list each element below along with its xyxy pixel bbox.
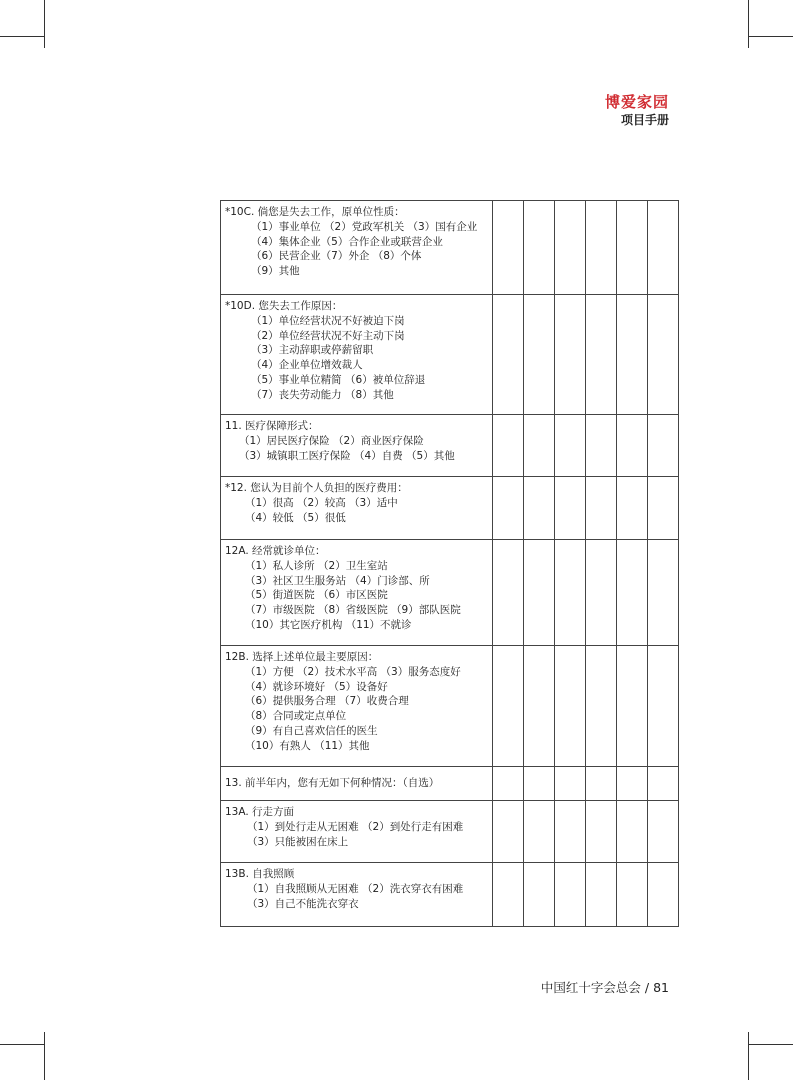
answer-cell[interactable]: [493, 646, 524, 767]
question-cell: [221, 646, 493, 767]
answer-cell[interactable]: [524, 863, 555, 927]
answer-cell[interactable]: [586, 295, 617, 415]
question-cell: [221, 477, 493, 540]
answer-cell[interactable]: [617, 295, 648, 415]
answer-cell[interactable]: [648, 295, 679, 415]
question-option: （3）社区卫生服务站 （4）门诊部、所: [245, 574, 430, 587]
answer-cell[interactable]: [617, 415, 648, 477]
answer-cell[interactable]: [555, 801, 586, 863]
question-option: （2）单位经营状况不好主动下岗: [251, 329, 405, 342]
crop-mark: [748, 1044, 793, 1045]
table-row: [221, 540, 679, 646]
question-option: （4）较低 （5）很低: [245, 511, 346, 524]
page-footer: 中国红十字会总会 / 81: [540, 980, 669, 995]
question-option: （10）其它医疗机构 （11）不就诊: [245, 618, 412, 631]
question-title: 13. 前半年内，您有无如下何种情况：（自选）: [225, 777, 440, 789]
answer-cell[interactable]: [524, 767, 555, 801]
question-title: *12. 您认为目前个人负担的医疗费用：: [225, 482, 408, 494]
answer-cell[interactable]: [648, 801, 679, 863]
question-option: （5）事业单位精简 （6）被单位辞退: [251, 373, 426, 386]
crop-mark: [748, 36, 793, 37]
answer-cell[interactable]: [586, 767, 617, 801]
answer-cell[interactable]: [555, 201, 586, 295]
question-option: （9）有自己喜欢信任的医生: [245, 724, 378, 737]
table-row: [221, 646, 679, 767]
answer-cell[interactable]: [493, 540, 524, 646]
question-option: （9）其他: [251, 265, 300, 278]
question-cell: [221, 415, 493, 477]
crop-mark: [748, 0, 749, 48]
question-option: （1）私人诊所 （2）卫生室站: [245, 560, 388, 572]
question-title: 12A. 经常就诊单位：: [225, 545, 326, 557]
answer-cell[interactable]: [493, 767, 524, 801]
question-option: （3）只能被困在床上: [247, 835, 349, 848]
answer-cell[interactable]: [648, 477, 679, 540]
answer-cell[interactable]: [586, 801, 617, 863]
question-option: （1）方便 （2）技术水平高 （3）服务态度好: [245, 666, 461, 678]
answer-cell[interactable]: [555, 295, 586, 415]
answer-cell[interactable]: [524, 295, 555, 415]
answer-cell[interactable]: [617, 863, 648, 927]
answer-cell[interactable]: [648, 863, 679, 927]
question-option: （1）事业单位 （2）党政军机关 （3）国有企业: [251, 221, 478, 233]
answer-cell[interactable]: [555, 646, 586, 767]
crop-mark: [44, 1032, 45, 1080]
answer-cell[interactable]: [524, 477, 555, 540]
question-title: 13B. 自我照顾: [225, 868, 295, 880]
question-cell: [221, 801, 493, 863]
answer-cell[interactable]: [555, 767, 586, 801]
answer-cell[interactable]: [586, 540, 617, 646]
answer-cell[interactable]: [524, 646, 555, 767]
question-option: （3）自己不能洗衣穿衣: [247, 897, 359, 910]
answer-cell[interactable]: [524, 201, 555, 295]
question-title: 12B. 选择上述单位最主要原因：: [225, 651, 379, 663]
answer-cell[interactable]: [617, 646, 648, 767]
question-option: （1）到处行走从无困难 （2）到处行走有困难: [247, 821, 464, 833]
question-option: （1）自我照顾从无困难 （2）洗衣穿衣有困难: [247, 883, 464, 895]
question-title: 11. 医疗保障形式：: [225, 420, 319, 432]
answer-cell[interactable]: [524, 540, 555, 646]
answer-cell[interactable]: [555, 863, 586, 927]
question-cell: [221, 540, 493, 646]
question-option: （3）城镇职工医疗保险 （4）自费 （5）其他: [239, 449, 455, 462]
question-cell: [221, 767, 493, 801]
answer-cell[interactable]: [617, 801, 648, 863]
question-cell: [221, 863, 493, 927]
question-option: （3）主动辞职或停薪留职: [251, 344, 374, 357]
answer-cell[interactable]: [524, 415, 555, 477]
answer-cell[interactable]: [493, 201, 524, 295]
page-header: [605, 92, 669, 128]
question-title: 13A. 行走方面: [225, 806, 295, 818]
question-title: *10D. 您失去工作原因：: [225, 300, 343, 312]
question-option: （6）提供服务合理 （7）收费合理: [245, 695, 409, 708]
answer-cell[interactable]: [586, 201, 617, 295]
answer-cell[interactable]: [648, 646, 679, 767]
crop-mark: [44, 0, 45, 48]
answer-cell[interactable]: [617, 201, 648, 295]
answer-cell[interactable]: [648, 540, 679, 646]
answer-cell[interactable]: [493, 415, 524, 477]
answer-cell[interactable]: [586, 477, 617, 540]
table-row: [221, 767, 679, 801]
crop-mark: [748, 1032, 749, 1080]
answer-cell[interactable]: [586, 415, 617, 477]
table-row: [221, 477, 679, 540]
question-option: （7）市级医院 （8）省级医院 （9）部队医院: [245, 604, 461, 617]
question-cell: [221, 295, 493, 415]
question-option: （6）民营企业（7）外企 （8）个体: [251, 250, 422, 263]
answer-cell[interactable]: [617, 477, 648, 540]
answer-cell[interactable]: [493, 863, 524, 927]
answer-cell[interactable]: [617, 540, 648, 646]
answer-cell[interactable]: [648, 201, 679, 295]
survey-table: [220, 200, 679, 927]
question-option: （5）街道医院 （6）市区医院: [245, 589, 388, 602]
answer-cell[interactable]: [493, 295, 524, 415]
answer-cell[interactable]: [555, 477, 586, 540]
answer-cell[interactable]: [648, 767, 679, 801]
table-row: [221, 415, 679, 477]
crop-mark: [0, 1044, 44, 1045]
question-option: （4）企业单位增效裁人: [251, 359, 363, 372]
answer-cell[interactable]: [493, 801, 524, 863]
question-option: （7）丧失劳动能力 （8）其他: [251, 388, 394, 401]
answer-cell[interactable]: [648, 415, 679, 477]
question-option: （4）集体企业（5）合作企业或联营企业: [251, 235, 443, 248]
brand-title: 博爱家园: [604, 93, 669, 111]
answer-cell[interactable]: [493, 477, 524, 540]
question-option: （1）单位经营状况不好被迫下岗: [251, 315, 405, 327]
answer-cell[interactable]: [555, 415, 586, 477]
answer-cell[interactable]: [555, 540, 586, 646]
answer-cell[interactable]: [586, 646, 617, 767]
question-option: （1）居民医疗保险 （2）商业医疗保险: [239, 435, 424, 447]
table-row: [221, 201, 679, 295]
table-row: [221, 801, 679, 863]
question-option: （10）有熟人 （11）其他: [245, 739, 370, 752]
crop-mark: [0, 36, 44, 37]
question-option: （8）合同或定点单位: [245, 710, 347, 723]
answer-cell[interactable]: [617, 767, 648, 801]
question-option: （4）就诊环境好 （5）设备好: [245, 680, 388, 693]
question-cell: [221, 201, 493, 295]
table-row: [221, 295, 679, 415]
table-row: [221, 863, 679, 927]
question-title: *10C. 倘您是失去工作，原单位性质：: [225, 206, 405, 218]
brand-subtitle: 项目手册: [620, 113, 669, 127]
answer-cell[interactable]: [586, 863, 617, 927]
question-option: （1）很高 （2）较高 （3）适中: [245, 497, 398, 509]
answer-cell[interactable]: [524, 801, 555, 863]
